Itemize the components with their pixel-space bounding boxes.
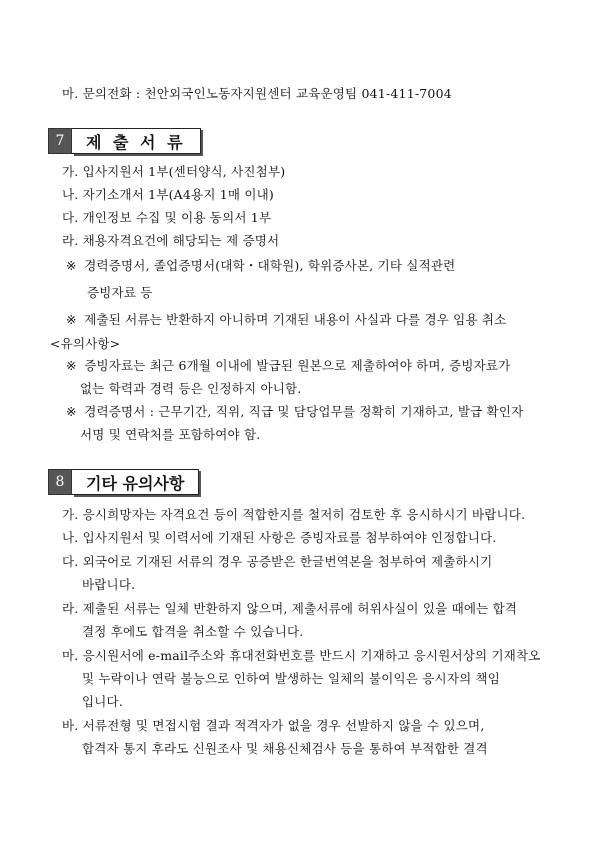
caution-line: 서명 및 연락처를 포함하여야 함. (80, 427, 261, 442)
section-8-number: 8 (48, 469, 72, 495)
list-item: 마. 응시원서에 e-mail주소와 휴대전화번호를 반드시 기재하고 응시원서상의 기재착오 (62, 648, 541, 663)
section-7-number: 7 (48, 128, 72, 154)
list-item: 및 누락이나 연락 불능으로 인하여 발생하는 일체의 불이익은 응시자의 책임 (82, 671, 501, 686)
section-8-header (48, 469, 199, 495)
caution-line (66, 358, 510, 374)
list-item: 다. 개인정보 수집 및 이용 동의서 1부 (62, 210, 272, 225)
section-7-title: 제 출 서 류 (72, 128, 201, 154)
note-line (66, 312, 506, 328)
list-item: 합격자 통지 후라도 신원조사 및 채용신체검사 등을 통하여 부적합한 결격 (82, 741, 488, 756)
list-item: 라. 채용자격요건에 해당되는 제 증명서 (62, 233, 280, 248)
list-item: 입니다. (82, 694, 123, 709)
list-item: 바. 서류전형 및 면접시험 결과 적격자가 없을 경우 선발하지 않을 수 있으며, (62, 718, 485, 733)
caution-text: 증빙자료는 최근 6개월 이내에 발급된 원본으로 제출하여야 하며, 증빙자료가 (84, 358, 511, 373)
list-item: 가. 입사지원서 1부(센터양식, 사진첨부) (62, 164, 286, 179)
note-line: 증빙자료 등 (87, 285, 153, 300)
list-item: 결정 후에도 합격을 취소할 수 있습니다. (82, 624, 304, 639)
note-text: 제출된 서류는 반환하지 아니하며 기재된 내용이 사실과 다를 경우 임용 취소 (84, 312, 507, 327)
list-item: 가. 응시희망자는 자격요건 등이 적합한지를 철저히 검토한 후 응시하시기 바랍니다. (62, 507, 526, 522)
caution-heading: <유의사항> (50, 336, 121, 351)
list-item: 나. 자기소개서 1부(A4용지 1매 이내) (62, 187, 275, 202)
caution-line (66, 404, 523, 420)
reference-mark: ※ (66, 358, 77, 373)
list-item: 나. 입사지원서 및 이력서에 기재된 사항은 증빙자료를 첨부하여야 인정합니다. (62, 530, 497, 545)
list-item: 다. 외국어로 기재된 서류의 경우 공증받은 한글번역본을 첨부하여 제출하시기 (62, 554, 493, 569)
section-8-title: 기타 유의사항 (72, 469, 199, 495)
reference-mark: ※ (66, 404, 77, 419)
inquiry-line: 마. 문의전화 : 천안외국인노동자지원센터 교육운영팀 041-411-7004 (62, 86, 452, 101)
caution-line: 없는 학력과 경력 등은 인정하지 아니함. (80, 381, 302, 396)
list-item: 바랍니다. (82, 577, 136, 592)
list-item: 라. 제출된 서류는 일체 반환하지 않으며, 제출서류에 허위사실이 있을 때에는 합격 (62, 601, 518, 616)
note-text: 경력증명서, 졸업증명서(대학・대학원), 학위증사본, 기타 실적관련 (84, 258, 456, 273)
reference-mark: ※ (66, 312, 77, 327)
caution-text: 경력증명서 : 근무기간, 직위, 직급 및 담당업무를 정확히 기재하고, 발급 확인자 (84, 404, 524, 419)
note-line (66, 258, 455, 274)
reference-mark: ※ (66, 258, 77, 273)
section-7-header (48, 128, 201, 154)
